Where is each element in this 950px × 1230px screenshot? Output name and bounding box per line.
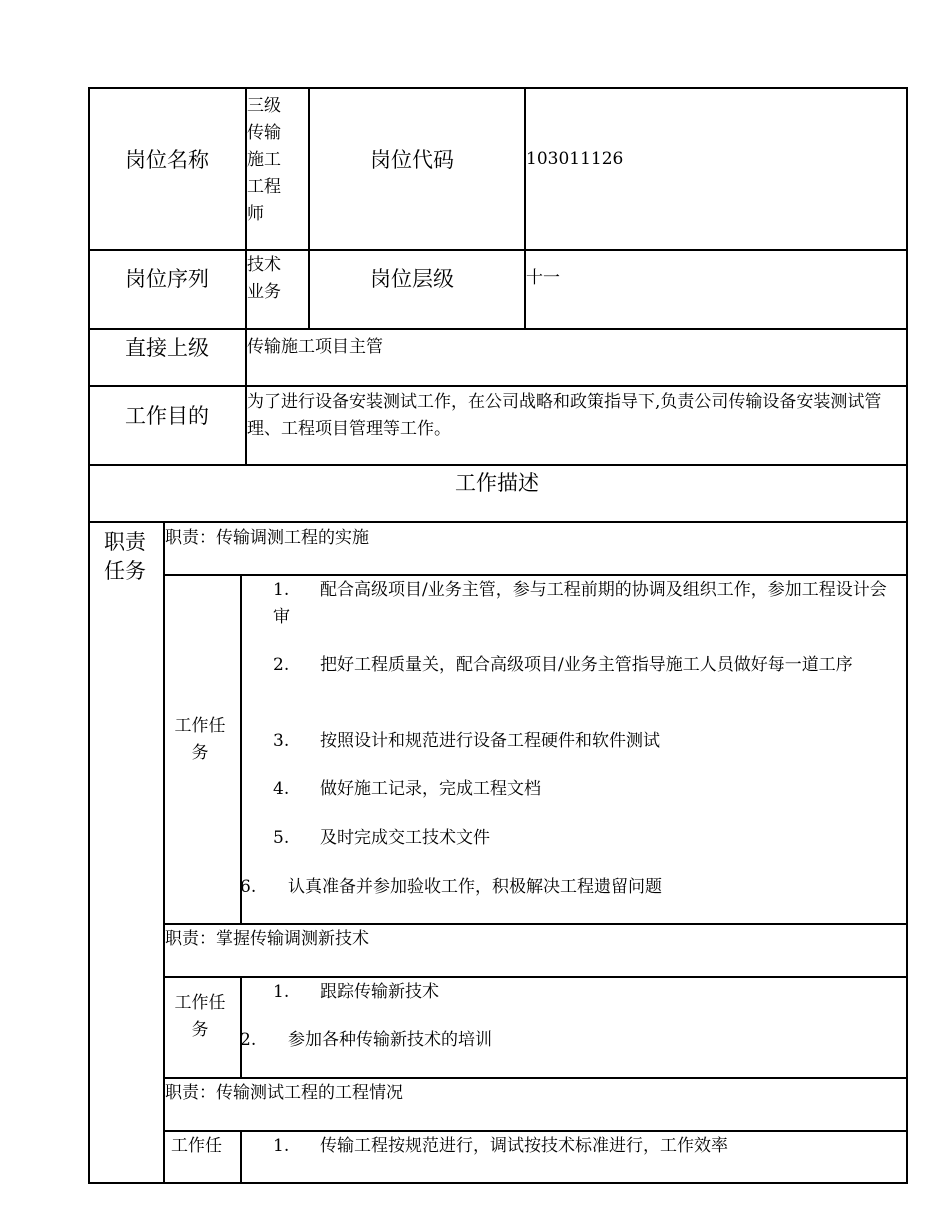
purpose-value: 为了进行设备安装测试工作，在公司战略和政策指导下,负责公司传输设备安装测试管理、工程项目管理等工作。: [247, 392, 882, 439]
row-divider: [88, 521, 907, 523]
row-divider: [163, 1130, 907, 1132]
table-border-bottom: [88, 1182, 907, 1184]
task-number: 3.: [273, 731, 290, 751]
table-border-top: [88, 87, 907, 89]
row-divider: [88, 249, 907, 251]
task-number: 2.: [240, 1030, 257, 1050]
position-sequence-value: 技术业务: [247, 255, 281, 302]
task-label-truncated: 工作任: [171, 1136, 222, 1156]
position-name-label: 岗位名称: [125, 148, 209, 172]
task-number: 4.: [273, 779, 290, 799]
task-number: 1.: [273, 580, 290, 600]
task-text: 跟踪传输新技术: [320, 982, 439, 1002]
row-divider: [163, 976, 907, 978]
task-text: 传输工程按规范进行，调试按技术标准进行，工作效率: [320, 1136, 728, 1156]
task-text: 参加各种传输新技术的培训: [288, 1030, 492, 1050]
supervisor-value: 传输施工项目主管: [247, 337, 383, 357]
position-level-value: 十一: [526, 268, 560, 288]
position-level-label: 岗位层级: [370, 267, 454, 291]
task-number: 1.: [273, 1136, 290, 1156]
duty-title: 职责：传输调测工程的实施: [165, 528, 369, 548]
row-divider: [88, 385, 907, 387]
supervisor-label: 直接上级: [125, 336, 209, 360]
task-label: 工作任务: [174, 993, 226, 1040]
task-text: 认真准备并参加验收工作，积极解决工程遗留问题: [288, 877, 662, 897]
position-name-value: 三级传输施工工程师: [247, 96, 281, 224]
col-divider: [524, 87, 526, 329]
task-number: 5.: [273, 828, 290, 848]
col-divider: [240, 574, 242, 924]
task-text: 做好施工记录，完成工程文档: [320, 779, 541, 799]
col-divider: [240, 1130, 242, 1183]
row-divider: [88, 464, 907, 466]
section-title: 工作描述: [455, 471, 539, 495]
task-text: 配合高级项目/业务主管，参与工程前期的协调及组织工作，参加工程设计会审: [273, 580, 887, 627]
task-number: 6.: [240, 877, 257, 897]
row-divider: [163, 1077, 907, 1079]
task-number: 2.: [273, 655, 290, 675]
position-sequence-label: 岗位序列: [125, 267, 209, 291]
duty-title: 职责：传输测试工程的工程情况: [165, 1083, 403, 1103]
row-divider: [88, 328, 907, 330]
task-text: 及时完成交工技术文件: [320, 828, 490, 848]
task-label: 工作任务: [174, 716, 226, 763]
col-divider: [308, 87, 310, 329]
task-number: 1.: [273, 982, 290, 1002]
duty-title: 职责：掌握传输调测新技术: [165, 929, 369, 949]
row-divider: [163, 574, 907, 576]
position-code-label: 岗位代码: [370, 148, 454, 172]
row-divider: [163, 923, 907, 925]
table-border-left: [88, 87, 90, 1184]
position-code-value: 103011126: [526, 149, 624, 169]
purpose-label: 工作目的: [125, 404, 209, 428]
table-border-right: [906, 87, 908, 1184]
task-text: 按照设计和规范进行设备工程硬件和软件测试: [320, 731, 660, 751]
task-text: 把好工程质量关，配合高级项目/业务主管指导施工人员做好每一道工序: [320, 655, 853, 675]
duties-label: 职责任务: [104, 530, 146, 583]
